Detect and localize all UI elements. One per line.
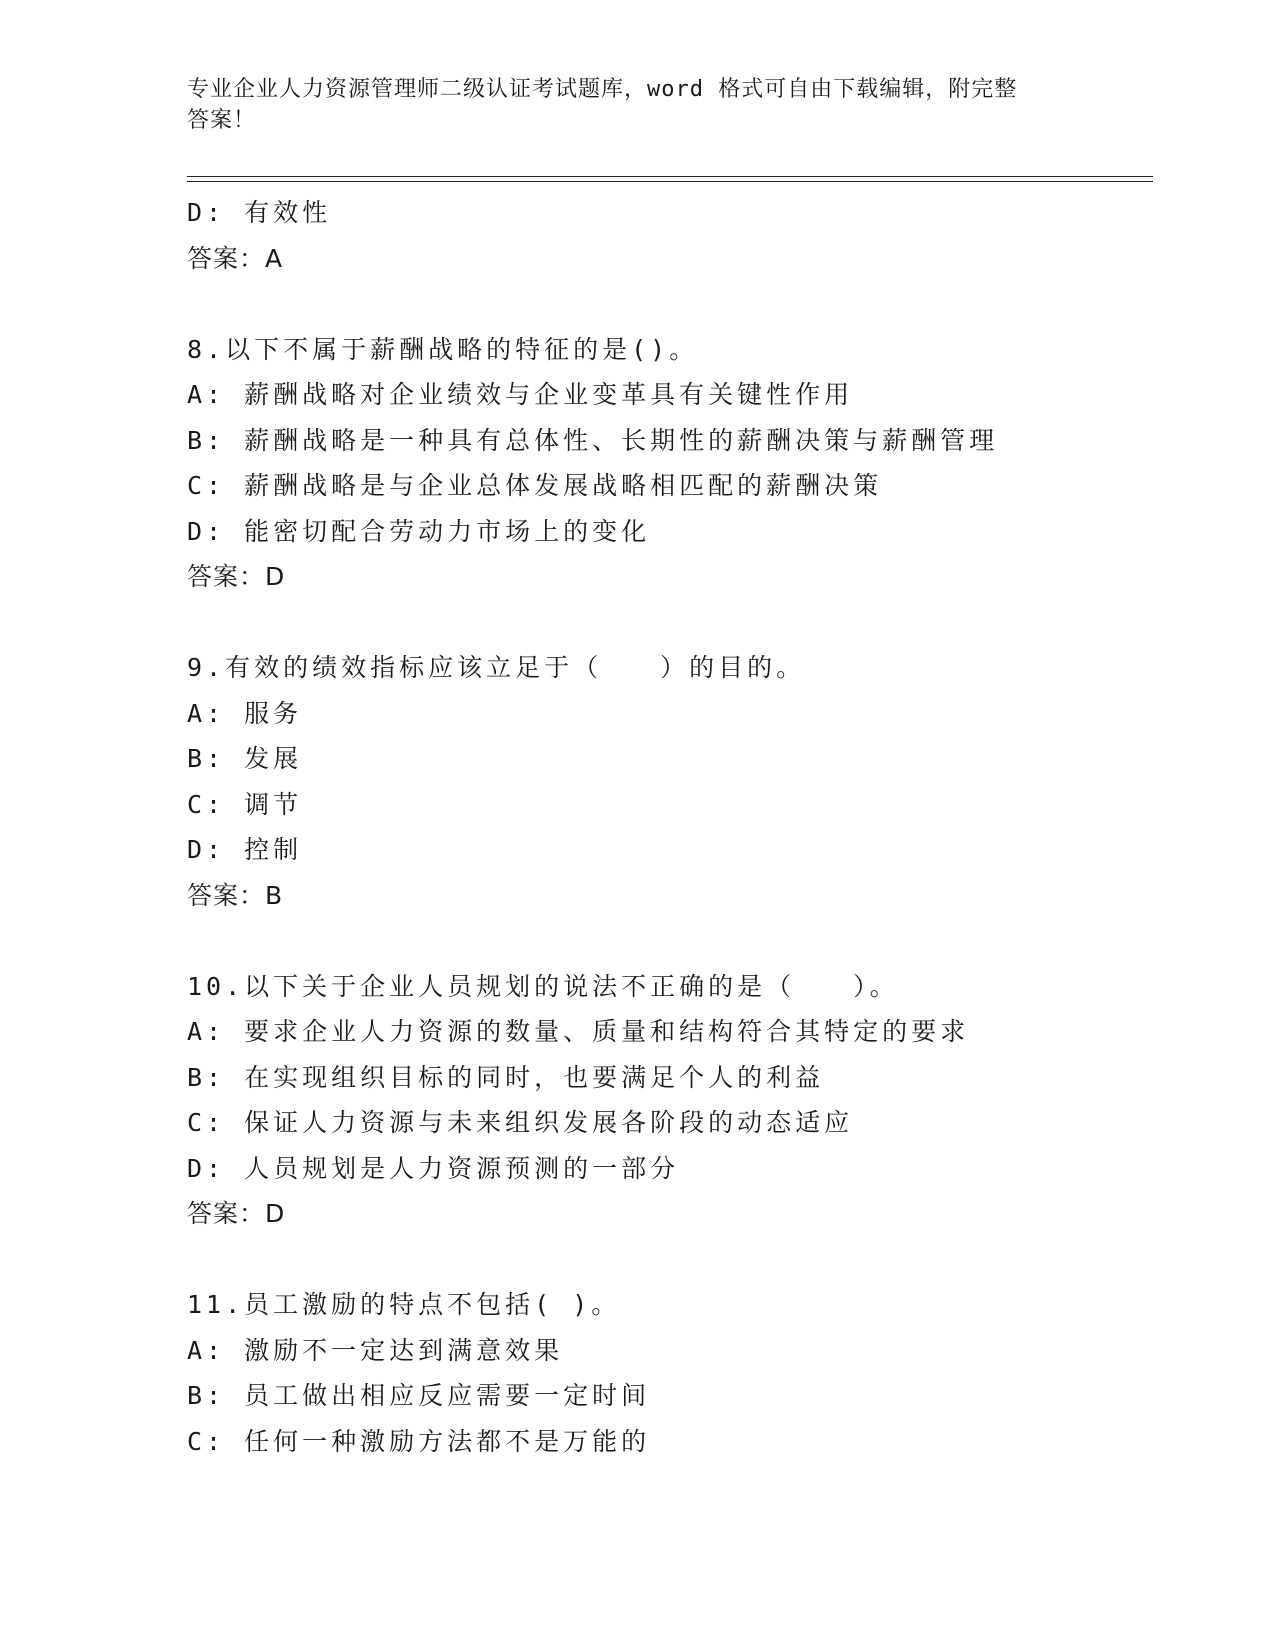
answer-prev: 答案：A — [187, 243, 284, 273]
question-10-option-d: D: 人员规划是人力资源预测的一部分 — [187, 1153, 680, 1183]
spacer — [187, 1237, 1153, 1283]
question-8-option-b: B: 薪酬战略是一种具有总体性、长期性的薪酬决策与薪酬管理 — [187, 425, 999, 455]
question-8-option-d: D: 能密切配合劳动力市场上的变化 — [187, 516, 651, 546]
header-line-2: 答案！ — [187, 108, 257, 133]
question-11-option-c: C: 任何一种激励方法都不是万能的 — [187, 1426, 651, 1456]
question-stem-10: 10.以下关于企业人员规划的说法不正确的是（ ）。 — [187, 971, 899, 1001]
question-8-answer: 答案：D — [187, 562, 286, 591]
question-stem-11: 11.员工激励的特点不包括( )。 — [187, 1290, 621, 1319]
question-stem-9: 9.有效的绩效指标应该立足于（ ）的目的。 — [187, 653, 806, 682]
question-9-option-c: C: 调节 — [187, 789, 303, 819]
question-9-option-b: B: 发展 — [187, 744, 303, 773]
question-9-option-a: A: 服务 — [187, 698, 303, 728]
question-10-answer: 答案：D — [187, 1199, 286, 1228]
question-10-option-b: B: 在实现组织目标的同时，也要满足个人的利益 — [187, 1062, 825, 1092]
spacer — [187, 281, 1153, 327]
question-10-option-c: C: 保证人力资源与未来组织发展各阶段的动态适应 — [187, 1108, 854, 1137]
question-stem-8: 8.以下不属于薪酬战略的特征的是()。 — [187, 334, 699, 364]
question-11-option-b: B: 员工做出相应反应需要一定时间 — [187, 1381, 651, 1410]
question-11-option-a: A: 激励不一定达到满意效果 — [187, 1335, 564, 1365]
header-divider-top — [187, 176, 1153, 177]
question-list — [187, 190, 1153, 1464]
header-line-1: 专业企业人力资源管理师二级认证考试题库，word 格式可自由下载编辑，附完整 — [187, 77, 1018, 102]
question-9-answer: 答案：B — [187, 880, 284, 910]
page-header — [187, 74, 1067, 136]
question-10-option-a: A: 要求企业人力资源的数量、质量和结构符合其特定的要求 — [187, 1017, 970, 1046]
question-9-option-d: D: 控制 — [187, 835, 303, 864]
header-divider-bottom — [187, 181, 1153, 182]
option-d-prev: D: 有效性 — [187, 198, 332, 227]
spacer — [187, 918, 1153, 964]
question-8-option-c: C: 薪酬战略是与企业总体发展战略相匹配的薪酬决策 — [187, 471, 883, 500]
question-8-option-a: A: 薪酬战略对企业绩效与企业变革具有关键性作用 — [187, 380, 854, 409]
spacer — [187, 600, 1153, 646]
